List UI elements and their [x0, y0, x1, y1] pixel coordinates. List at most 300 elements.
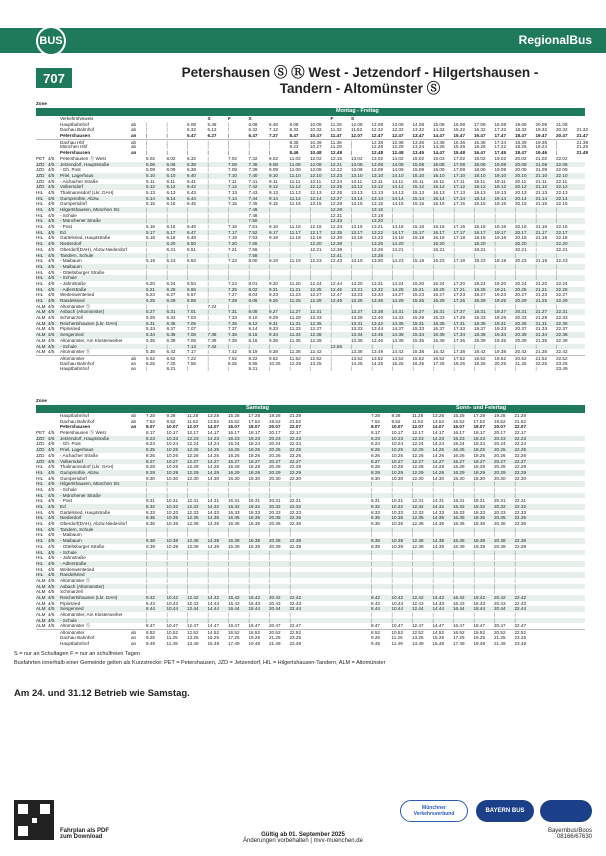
sun-time: 16.25	[453, 447, 465, 453]
time-cell: 5.25	[146, 298, 155, 303]
time-cell: 13.18	[351, 235, 363, 241]
sat-time: |	[146, 572, 148, 578]
time-cell: 5.23	[146, 292, 155, 298]
time-cell: |	[515, 269, 517, 275]
sat-time: 14.44	[207, 606, 219, 612]
tariff: 4/5	[48, 543, 55, 549]
sat-time: 8.17	[146, 430, 155, 436]
time-cell: 14.09	[392, 167, 404, 173]
time-cell: |	[228, 218, 230, 224]
time-cell: 12.23	[310, 258, 322, 264]
sun-time: |	[412, 566, 414, 572]
arr-dep: ab	[131, 121, 137, 127]
time-cell: 9.10	[269, 172, 278, 178]
weekend-timetable	[36, 398, 585, 646]
sat-time: |	[187, 555, 189, 561]
time-cell: 7.42	[248, 184, 258, 190]
sat-time: 20.17	[269, 430, 281, 436]
sun-time: 10.47	[391, 623, 403, 629]
sat-time: 12.38	[187, 538, 199, 544]
sat-time: |	[187, 532, 189, 538]
sat-time: |	[289, 566, 291, 572]
time-cell: 20.13	[515, 189, 527, 195]
time-cell: 20.25	[494, 360, 506, 366]
tariff: 4/5	[48, 286, 55, 292]
time-cell: |	[207, 360, 209, 366]
sat-time: 12.31	[187, 498, 199, 504]
time-cell: 19.08	[515, 121, 527, 127]
time-cell: |	[474, 303, 476, 309]
time-cell: |	[207, 326, 209, 332]
time-cell: 12.38	[371, 139, 383, 145]
sat-time: 14.39	[207, 543, 219, 549]
time-cell: 13.29	[351, 315, 363, 321]
time-cell: 21.25	[515, 360, 527, 366]
sun-time: 22.29	[514, 469, 526, 475]
sat-time: 20.27	[269, 458, 281, 464]
time-cell: 7.58	[248, 252, 258, 258]
time-cell: 17.35	[453, 337, 465, 343]
time-cell: |	[535, 275, 537, 281]
time-cell: 12.35	[330, 229, 342, 235]
time-cell: 7.08	[187, 332, 196, 338]
time-cell: 18.13	[474, 189, 486, 195]
sun-time: |	[371, 566, 373, 572]
time-cell: |	[433, 263, 435, 269]
time-cell: 8.47	[289, 133, 299, 139]
sat-time: 17.28	[248, 413, 260, 418]
stop-name: Petershausen Ⓢ West	[60, 430, 106, 436]
sat-time: |	[146, 555, 148, 561]
time-cell: 16.37	[433, 326, 445, 332]
sat-time: 22.47	[289, 623, 301, 629]
qr-code[interactable]	[14, 800, 54, 840]
sun-time: 14.23	[432, 435, 444, 441]
sun-time: 22.30	[514, 475, 526, 481]
time-cell: |	[146, 343, 148, 349]
sun-time: 17.25	[453, 634, 465, 640]
tariff: 4/5	[48, 315, 55, 321]
time-cell: 22.31	[556, 309, 568, 315]
time-cell: 7.09	[228, 167, 237, 173]
time-cell: |	[556, 269, 558, 275]
time-cell: 12.11	[310, 178, 322, 184]
sun-time: 20.43	[494, 600, 506, 606]
stop-name: - Maibaum	[60, 263, 82, 269]
sat-time: 18.32	[248, 504, 260, 509]
sat-time: |	[207, 577, 209, 583]
time-cell: |	[146, 275, 148, 281]
note-cell: S	[351, 116, 355, 121]
time-cell: 7.15	[228, 201, 237, 207]
sun-time: 15.25	[432, 634, 444, 640]
time-cell: 15.16	[412, 224, 424, 230]
sun-time: 13.25	[412, 634, 424, 640]
sun-time: 8.17	[371, 430, 380, 436]
time-cell: |	[187, 269, 189, 275]
time-cell: |	[207, 349, 209, 355]
sun-time: 18.07	[473, 424, 485, 430]
zone: HIL	[36, 189, 44, 195]
sat-time: 22.27	[289, 458, 301, 464]
time-cell: 16.26	[474, 144, 486, 150]
zone: HIL	[36, 280, 44, 286]
sat-time: 14.07	[207, 424, 219, 430]
tariff: 4/5	[48, 521, 55, 527]
time-cell: 22.33	[556, 315, 568, 321]
time-cell: |	[228, 275, 230, 281]
time-cell: 5.29	[146, 315, 155, 321]
time-cell: 7.23	[228, 258, 237, 264]
stop-name: Schmarzell	[60, 589, 83, 595]
time-cell: 18.33	[474, 315, 486, 321]
time-cell: 14.38	[433, 139, 445, 145]
sat-time: |	[187, 566, 189, 572]
tariff: 4/5	[48, 549, 55, 555]
zone: PET	[36, 430, 45, 436]
time-cell: 14.47	[433, 133, 445, 139]
zone: HIL	[36, 504, 44, 509]
sat-time: |	[269, 589, 271, 595]
time-cell: 7.35	[228, 320, 237, 326]
stop-name: Jetzendorf, Hauptstraße	[60, 435, 110, 441]
sun-time: |	[371, 617, 373, 623]
time-cell: |	[146, 139, 148, 145]
sat-time: |	[187, 612, 189, 618]
sun-time: 18.29	[473, 469, 485, 475]
time-cell: |	[289, 275, 291, 281]
zone: HIL	[36, 492, 44, 498]
time-cell: 11.10	[289, 172, 301, 178]
time-cell: 12.21	[310, 246, 322, 252]
time-cell: 7.45	[248, 201, 258, 207]
zone: HIL	[36, 201, 44, 207]
sat-time: 12.47	[187, 623, 199, 629]
sat-time: 21.28	[289, 413, 301, 418]
time-cell: 13.35	[351, 337, 363, 343]
time-cell: |	[146, 241, 148, 247]
sat-time: 12.52	[187, 630, 199, 636]
stop-name: - Post	[60, 498, 72, 504]
time-cell: |	[289, 241, 291, 247]
time-cell: 19.16	[494, 224, 506, 230]
time-cell: |	[269, 263, 271, 269]
time-cell: 7.20	[228, 241, 237, 247]
sun-time: 22.35	[514, 515, 526, 521]
time-cell: 5.14	[146, 195, 155, 201]
sat-time: |	[289, 612, 291, 618]
time-cell: |	[371, 275, 373, 281]
time-cell: 12.36	[330, 235, 342, 241]
time-cell: 16.13	[433, 189, 445, 195]
time-cell: |	[351, 207, 353, 212]
sun-time: 14.30	[432, 475, 444, 481]
sat-time: |	[166, 532, 168, 538]
time-cell: 22.12	[556, 184, 568, 190]
stop-name: Petershausen	[60, 424, 91, 430]
time-cell: 7.40	[248, 172, 258, 178]
time-cell: |	[248, 150, 250, 156]
time-cell: |	[146, 218, 148, 224]
time-cell: 15.36	[453, 139, 465, 145]
time-cell: 14.17	[392, 229, 404, 235]
time-cell: |	[228, 303, 230, 309]
time-cell: 19.47	[535, 133, 547, 139]
sat-time: 10.26	[166, 452, 178, 458]
time-cell: 20.37	[515, 326, 527, 332]
time-cell: 15.35	[412, 337, 424, 343]
time-cell: 7.11	[228, 178, 237, 184]
line-number-badge: 707	[36, 68, 72, 88]
time-cell: 12.47	[330, 292, 342, 298]
sun-time: 18.27	[473, 458, 485, 464]
sat-time: |	[248, 572, 250, 578]
time-cell: 14.12	[392, 184, 404, 190]
sun-time: |	[473, 583, 475, 589]
time-cell: 14.52	[392, 355, 404, 361]
stop-name: Ed	[60, 229, 66, 235]
time-cell: 18.38	[474, 332, 486, 338]
sat-time: |	[248, 566, 250, 572]
zone: ALM	[36, 589, 46, 595]
time-cell: 19.46	[535, 150, 547, 156]
time-cell: 17.38	[453, 349, 465, 355]
sat-time: 14.28	[207, 464, 219, 470]
stop-name: Hilgertshausen, München Str.	[60, 481, 121, 487]
time-cell: 12.14	[310, 195, 322, 201]
time-cell: 18.08	[494, 121, 506, 127]
stop-name: Priel, Lagerhaus	[60, 172, 94, 178]
time-cell: 12.17	[310, 229, 322, 235]
sat-time: |	[269, 486, 271, 492]
time-cell: 12.39	[310, 337, 322, 343]
time-cell: 17.19	[453, 258, 465, 264]
tariff: 4/5	[48, 326, 55, 332]
time-cell: 12.12	[310, 184, 322, 190]
time-cell: 18.27	[474, 292, 486, 298]
time-cell: 14.18	[392, 235, 404, 241]
sun-time: 18.31	[473, 498, 485, 504]
time-cell: 6.52	[166, 355, 176, 361]
tariff: 4/5	[48, 275, 55, 281]
footer-center	[220, 832, 386, 844]
sat-time: 20.07	[269, 424, 281, 430]
sat-time: 10.30	[166, 475, 178, 481]
time-cell: 7.38	[207, 332, 217, 338]
sat-time: |	[269, 566, 271, 572]
sun-time: 23.25	[514, 634, 526, 640]
sat-time: 19.52	[269, 418, 281, 424]
sun-time: |	[432, 617, 434, 623]
sun-time: 12.35	[412, 515, 424, 521]
time-cell: |	[166, 127, 168, 133]
sat-time: |	[269, 555, 271, 561]
sun-time: 20.52	[494, 630, 506, 636]
sat-time: 8.38	[146, 538, 155, 544]
zone: ALM	[36, 617, 46, 623]
sat-time: 14.33	[207, 509, 219, 515]
time-cell: |	[412, 269, 414, 275]
sat-time: 12.44	[187, 606, 199, 612]
sat-time: 20.42	[269, 595, 281, 600]
sat-time: 9.25	[146, 634, 155, 640]
sat-time: 18.29	[248, 469, 260, 475]
time-cell: 7.44	[248, 195, 258, 201]
tariff: 4/5	[48, 184, 55, 190]
sat-time: 10.29	[166, 469, 178, 475]
sun-time: 22.42	[514, 595, 526, 600]
time-cell: 13.25	[310, 360, 322, 366]
sun-time: 14.44	[432, 606, 444, 612]
time-cell: 17.25	[433, 360, 445, 366]
sun-time: |	[453, 572, 455, 578]
sun-time: 10.28	[391, 464, 403, 470]
sun-time: |	[473, 612, 475, 618]
time-cell: |	[187, 139, 189, 145]
time-cell: 15.47	[453, 133, 465, 139]
sat-time: |	[248, 617, 250, 623]
sun-time: 12.36	[412, 521, 424, 527]
time-cell: 23.25	[556, 360, 568, 366]
zone: HIL	[36, 521, 44, 527]
sun-time: 21.52	[514, 418, 526, 424]
time-cell: |	[146, 212, 148, 218]
time-cell: 17.17	[453, 229, 465, 235]
sat-time: 16.25	[228, 447, 240, 453]
time-cell: 8.19	[248, 349, 258, 355]
sat-time: 12.25	[187, 447, 199, 453]
sat-time: |	[228, 577, 230, 583]
time-cell: 20.38	[515, 332, 527, 338]
sun-time: 20.24	[494, 441, 506, 447]
time-cell: |	[289, 303, 291, 309]
time-cell: 9.34	[269, 332, 278, 338]
sat-time: 8.26	[146, 452, 155, 458]
time-cell: |	[453, 252, 455, 258]
sat-time: 8.28	[146, 464, 155, 470]
sat-time: 18.07	[248, 424, 260, 430]
sat-time: |	[248, 481, 250, 487]
sat-time: 15.49	[207, 640, 219, 646]
time-cell: 6.25	[166, 286, 176, 292]
sat-time: |	[207, 486, 209, 492]
tariff: 4/5	[48, 447, 55, 453]
time-cell: 16.08	[453, 121, 465, 127]
time-cell: 12.10	[310, 172, 322, 178]
sun-time: 9.25	[371, 634, 380, 640]
time-cell: |	[351, 263, 353, 269]
time-cell: 13.31	[351, 320, 363, 326]
sun-time: 22.38	[514, 538, 526, 544]
sun-time: 12.07	[412, 424, 424, 430]
time-cell: |	[228, 127, 230, 133]
arr-dep: ab	[131, 630, 137, 636]
time-cell: 18.16	[474, 224, 486, 230]
tariff: 4/5	[48, 309, 55, 315]
tariff: 4/5	[48, 161, 55, 167]
sat-time: |	[146, 549, 148, 555]
sun-time: |	[494, 577, 496, 583]
time-cell: 17.34	[453, 332, 465, 338]
sat-time: 10.35	[166, 515, 178, 521]
pdf-download-link[interactable]	[60, 828, 109, 840]
zone: JZD	[36, 447, 45, 453]
sun-time: 16.26	[453, 452, 465, 458]
time-cell: 12.27	[330, 195, 342, 201]
time-cell: 13.30	[371, 258, 383, 264]
sun-time: 22.44	[514, 606, 526, 612]
time-cell: 10.08	[310, 121, 322, 127]
sat-time: 9.49	[146, 640, 155, 646]
sun-time: |	[391, 572, 393, 578]
sat-time: |	[228, 481, 230, 487]
pdf-line-2: zum Download	[60, 834, 103, 840]
zone: HIL	[36, 275, 44, 281]
sat-time: 22.17	[289, 430, 301, 436]
time-cell: 12.18	[310, 235, 322, 241]
time-cell: 7.02	[228, 155, 237, 161]
stop-name: Pipinsried	[60, 326, 81, 332]
time-cell: 6.38	[187, 161, 196, 167]
sun-time: |	[494, 492, 496, 498]
time-cell: |	[269, 212, 271, 218]
tariff: 4/5	[48, 566, 55, 572]
time-cell: 12.27	[310, 292, 322, 298]
time-cell: |	[330, 337, 332, 343]
stop-name: - Adlerstraße	[60, 286, 87, 292]
sat-time: |	[207, 549, 209, 555]
time-cell: 11.15	[289, 201, 301, 207]
time-cell: |	[166, 275, 168, 281]
time-cell: 18.25	[474, 286, 486, 292]
sun-time: 12.23	[412, 435, 424, 441]
time-cell: 19.35	[494, 337, 506, 343]
sat-time: 14.23	[207, 435, 219, 441]
time-cell: 18.31	[474, 309, 486, 315]
sat-time: |	[146, 486, 148, 492]
time-cell: 13.36	[371, 298, 383, 303]
time-cell: |	[269, 343, 271, 349]
sat-time: |	[207, 566, 209, 572]
sat-time: |	[289, 555, 291, 561]
sat-time: |	[207, 532, 209, 538]
time-cell: |	[453, 246, 455, 252]
time-cell: 21.29	[535, 315, 547, 321]
sun-time: |	[494, 549, 496, 555]
sat-time: |	[207, 583, 209, 589]
sat-time: 18.38	[248, 538, 260, 544]
stop-name: Oberdorf(DAH), Abzw.Niederdorf	[60, 246, 127, 252]
zone: HIL	[36, 509, 44, 515]
time-cell: 9.23	[269, 292, 278, 298]
sat-time: |	[289, 481, 291, 487]
time-cell: 12.34	[330, 224, 342, 230]
time-cell: |	[310, 303, 312, 309]
sat-time: 12.43	[187, 600, 199, 606]
time-cell: 12.37	[310, 326, 322, 332]
time-cell: |	[330, 269, 332, 275]
sat-time: |	[248, 532, 250, 538]
time-cell: 20.42	[515, 349, 527, 355]
sun-time: 20.28	[494, 464, 506, 470]
sat-time: 20.25	[269, 447, 281, 453]
sun-time: 14.42	[432, 595, 444, 600]
time-cell: 22.25	[556, 286, 568, 292]
time-cell: 6.53	[187, 258, 196, 264]
time-cell: 13.08	[392, 121, 404, 127]
sun-time: 9.49	[371, 640, 380, 646]
time-cell: 16.10	[433, 172, 445, 178]
